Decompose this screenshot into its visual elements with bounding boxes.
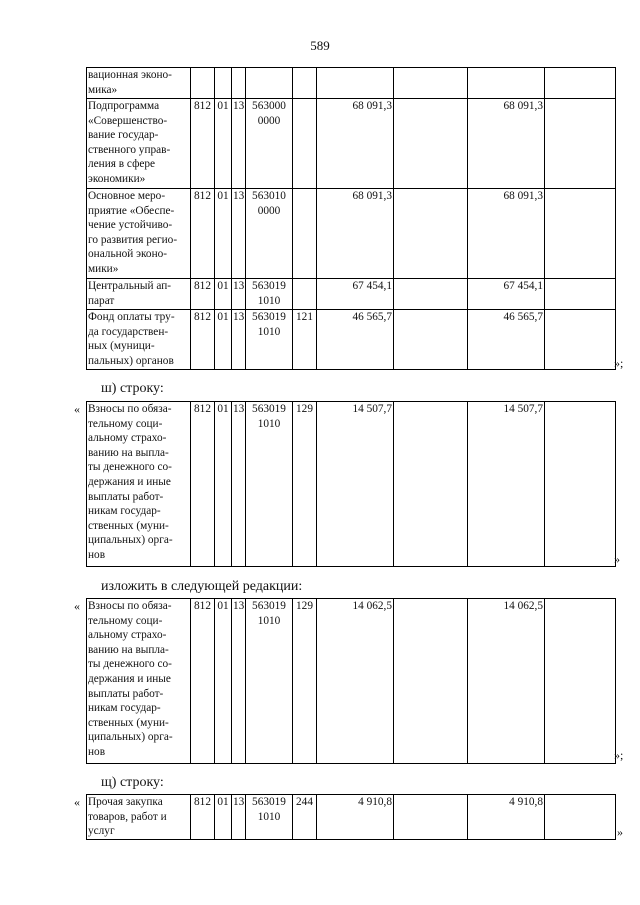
cell-sum2 xyxy=(394,189,468,279)
cell-sum2 xyxy=(394,68,468,99)
closing-quote: »; xyxy=(614,356,624,370)
budget-table-new xyxy=(86,598,616,764)
cell-sum3: 68 091,3 xyxy=(468,99,545,189)
cell-vr: 129 xyxy=(293,599,317,764)
budget-table-continuation xyxy=(86,67,616,370)
cell-sum3: 67 454,1 xyxy=(468,279,545,310)
row-name: Фонд оплаты тру- да государствен- ных (муници- пальных) органов xyxy=(87,310,191,370)
cell-adm: 812 xyxy=(191,599,215,764)
cell-sum4 xyxy=(545,279,616,310)
cell-sum2 xyxy=(394,599,468,764)
cell-vr: 129 xyxy=(293,402,317,567)
table-row xyxy=(87,310,616,370)
cell-sum1: 68 091,3 xyxy=(317,189,394,279)
cell-vr: 121 xyxy=(293,310,317,370)
cell-adm: 812 xyxy=(191,795,215,840)
cell-sum4 xyxy=(545,795,616,840)
cell-sum1: 46 565,7 xyxy=(317,310,394,370)
cell-sum4 xyxy=(545,68,616,99)
cell-csr: 563010 0000 xyxy=(246,189,293,279)
cell-vr xyxy=(293,99,317,189)
closing-quote: »; xyxy=(614,748,624,762)
cell-sum2 xyxy=(394,279,468,310)
opening-quote: « xyxy=(74,795,80,809)
cell-sum1: 14 507,7 xyxy=(317,402,394,567)
cell-adm xyxy=(191,68,215,99)
cell-pr: 13 xyxy=(232,99,246,189)
table-row xyxy=(87,402,616,567)
budget-table-sh xyxy=(86,401,616,567)
table-row xyxy=(87,795,616,840)
row-name: Взносы по обяза- тельному соци- альному страхо- ванию на выпла- ты денежного со- держания и иные выплаты работ- никам государ- ственных (муни- ципальных) орга- нов xyxy=(87,402,191,567)
row-name: Центральный ап- парат xyxy=(87,279,191,310)
cell-rz: 01 xyxy=(215,310,232,370)
cell-vr xyxy=(293,279,317,310)
cell-csr: 563000 0000 xyxy=(246,99,293,189)
table-row xyxy=(87,599,616,764)
cell-pr: 13 xyxy=(232,795,246,840)
cell-sum3: 14 062,5 xyxy=(468,599,545,764)
cell-rz: 01 xyxy=(215,795,232,840)
page-number: 589 xyxy=(310,38,330,53)
table-row xyxy=(87,99,616,189)
table-row xyxy=(87,68,616,99)
cell-sum1 xyxy=(317,68,394,99)
budget-table-shch xyxy=(86,794,616,840)
cell-csr: 563019 1010 xyxy=(246,310,293,370)
cell-csr: 563019 1010 xyxy=(246,599,293,764)
row-name: вационная эконо- мика» xyxy=(87,68,191,99)
cell-vr: 244 xyxy=(293,795,317,840)
cell-adm: 812 xyxy=(191,189,215,279)
closing-quote: » xyxy=(614,552,620,566)
cell-adm: 812 xyxy=(191,279,215,310)
cell-sum4 xyxy=(545,402,616,567)
section-heading-shch: щ) строку: xyxy=(101,775,164,790)
cell-rz: 01 xyxy=(215,599,232,764)
row-name: Взносы по обяза- тельному соци- альному страхо- ванию на выпла- ты денежного со- держания и иные выплаты работ- никам государ- ственных (муни- ципальных) орга- нов xyxy=(87,599,191,764)
cell-pr: 13 xyxy=(232,189,246,279)
closing-quote: » xyxy=(617,825,623,839)
opening-quote: « xyxy=(74,599,80,613)
cell-sum4 xyxy=(545,310,616,370)
cell-csr: 563019 1010 xyxy=(246,402,293,567)
cell-sum1: 4 910,8 xyxy=(317,795,394,840)
table-row xyxy=(87,189,616,279)
cell-pr: 13 xyxy=(232,599,246,764)
cell-vr xyxy=(293,189,317,279)
cell-adm: 812 xyxy=(191,99,215,189)
cell-rz: 01 xyxy=(215,279,232,310)
cell-sum1: 67 454,1 xyxy=(317,279,394,310)
cell-pr: 13 xyxy=(232,402,246,567)
row-name: Основное меро- приятие «Обеспе- чение устойчиво- го развития регио- ональной эконо- мики» xyxy=(87,189,191,279)
cell-rz: 01 xyxy=(215,189,232,279)
cell-pr: 13 xyxy=(232,310,246,370)
cell-sum3: 14 507,7 xyxy=(468,402,545,567)
cell-rz: 01 xyxy=(215,402,232,567)
section-heading-new: изложить в следующей редакции: xyxy=(101,579,303,594)
cell-adm: 812 xyxy=(191,310,215,370)
cell-rz: 01 xyxy=(215,99,232,189)
cell-rz xyxy=(215,68,232,99)
cell-sum3: 4 910,8 xyxy=(468,795,545,840)
section-heading-sh: ш) строку: xyxy=(101,381,164,396)
cell-sum4 xyxy=(545,189,616,279)
cell-sum1: 14 062,5 xyxy=(317,599,394,764)
cell-csr xyxy=(246,68,293,99)
cell-sum2 xyxy=(394,402,468,567)
cell-sum3 xyxy=(468,68,545,99)
cell-pr: 13 xyxy=(232,279,246,310)
cell-csr: 563019 1010 xyxy=(246,279,293,310)
cell-sum3: 46 565,7 xyxy=(468,310,545,370)
cell-csr: 563019 1010 xyxy=(246,795,293,840)
cell-sum3: 68 091,3 xyxy=(468,189,545,279)
row-name: Подпрограмма «Совершенство- вание государ- ственного управ- ления в сфере экономики» xyxy=(87,99,191,189)
opening-quote: « xyxy=(74,402,80,416)
cell-sum4 xyxy=(545,599,616,764)
row-name: Прочая закупка товаров, работ и услуг xyxy=(87,795,191,840)
cell-sum2 xyxy=(394,310,468,370)
table-row xyxy=(87,279,616,310)
cell-sum2 xyxy=(394,99,468,189)
cell-vr xyxy=(293,68,317,99)
cell-sum1: 68 091,3 xyxy=(317,99,394,189)
cell-pr xyxy=(232,68,246,99)
cell-adm: 812 xyxy=(191,402,215,567)
cell-sum2 xyxy=(394,795,468,840)
cell-sum4 xyxy=(545,99,616,189)
